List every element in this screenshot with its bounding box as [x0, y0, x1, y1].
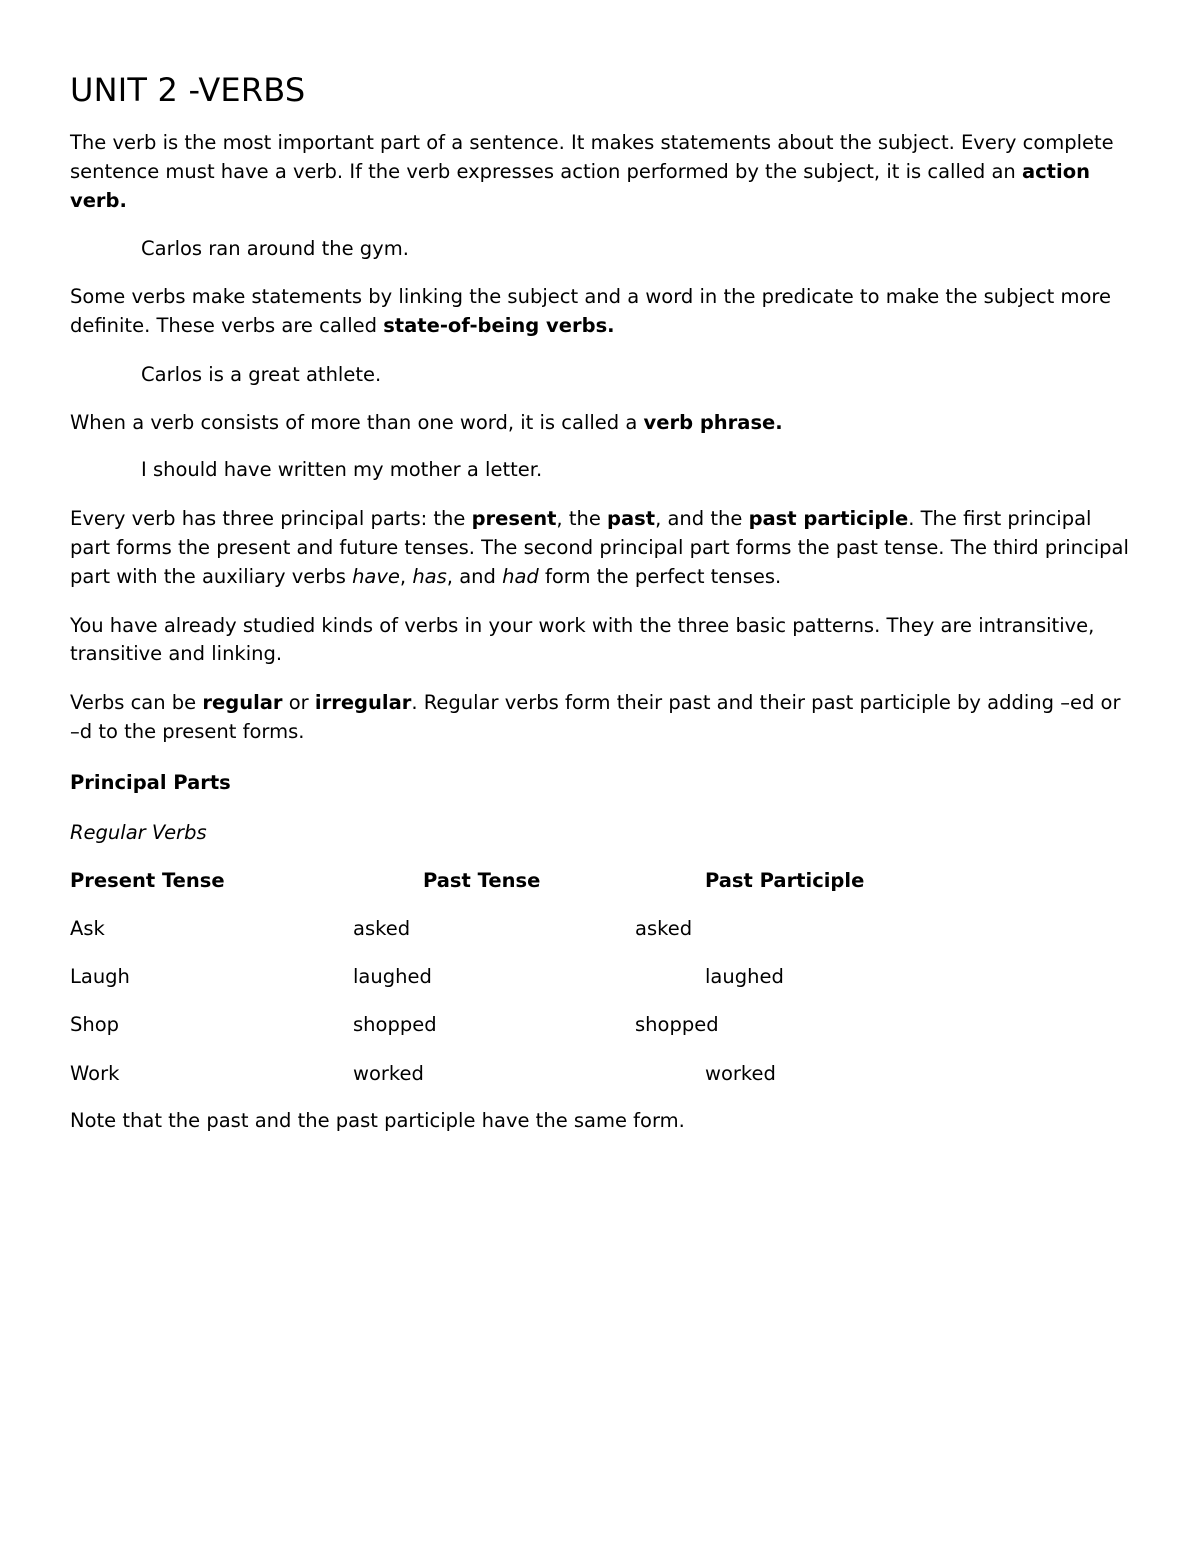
subheading-text: Regular Verbs: [70, 820, 207, 844]
text-run: Every verb has three principal parts: the: [70, 507, 472, 531]
table-header-past: Past Tense: [423, 869, 541, 893]
table-header-present: Present Tense: [70, 869, 225, 893]
paragraph-text: Some verbs make statements by linking the subject and a word in the predicate to make the subject more definite. These verbs are called: [70, 285, 1112, 337]
paragraph-state-of-being: [70, 283, 1130, 341]
term-past: past: [607, 507, 656, 531]
table-cell: laughed: [353, 965, 432, 989]
text-run: ,: [399, 564, 413, 588]
table-cell: asked: [635, 917, 693, 941]
table-cell: Shop: [70, 1013, 120, 1037]
text-run: , and: [446, 564, 503, 588]
paragraph-text: When a verb consists of more than one word, it is called a: [70, 410, 644, 434]
table-cell: worked: [705, 1062, 776, 1086]
term-has: has: [412, 564, 447, 588]
closing-note: Note that the past and the past participle have the same form.: [70, 1109, 685, 1133]
document-page: [70, 70, 1130, 1136]
example-sentence-3: I should have written my mother a letter.: [141, 458, 543, 482]
term-verb-phrase: verb phrase.: [643, 410, 783, 434]
term-have: have: [352, 564, 400, 588]
term-present: present: [471, 507, 557, 531]
example-sentence-1: Carlos ran around the gym.: [141, 237, 409, 261]
principal-parts-table: [70, 867, 1130, 1087]
text-run: , the: [556, 507, 608, 531]
table-cell: Ask: [70, 917, 105, 941]
section-heading-text: Principal Parts: [70, 770, 231, 794]
table-cell: worked: [353, 1062, 424, 1086]
paragraph-verb-phrase: [70, 409, 1130, 438]
paragraph-verb-patterns: You have already studied kinds of verbs in your work with the three basic patterns. They are intransitive, transitive and linking.: [70, 613, 1095, 666]
table-cell: laughed: [705, 965, 784, 989]
term-state-of-being-verbs: state-of-being verbs.: [383, 313, 615, 337]
paragraph-regular-irregular: [70, 689, 1130, 747]
term-had: had: [502, 564, 539, 588]
text-run: . The first principal part forms the present and future tenses. The second principal part forms the past tense. The third principal part with the auxiliary verbs: [70, 507, 1129, 588]
term-past-participle: past participle: [748, 507, 909, 531]
table-cell: shopped: [353, 1013, 437, 1037]
paragraph-text: The verb is the most important part of a sentence. It makes statements about the subject. Every complete sentence must have a verb. If the verb expresses action performed by the subject, it is called an: [70, 131, 1114, 183]
table-cell: Laugh: [70, 965, 130, 989]
term-irregular: irregular: [314, 691, 412, 715]
text-run: Verbs can be: [70, 691, 203, 715]
term-regular: regular: [202, 691, 283, 715]
term-action-verb: action verb.: [70, 159, 1090, 212]
paragraph-action-verb: [70, 129, 1130, 215]
example-sentence-2: Carlos is a great athlete.: [141, 362, 382, 386]
text-run: . Regular verbs form their past and their past participle by adding –ed or –d to the present forms.: [70, 691, 1121, 743]
table-cell: asked: [353, 917, 411, 941]
table-cell: Work: [70, 1062, 120, 1086]
text-run: form the perfect tenses.: [538, 564, 782, 588]
table-header-past-participle: Past Participle: [705, 869, 865, 893]
section-heading: [70, 769, 1130, 798]
text-run: , and the: [655, 507, 749, 531]
table-cell: shopped: [635, 1013, 719, 1037]
paragraph-principal-parts: [70, 505, 1130, 591]
subheading: [70, 819, 1130, 848]
page-title: UNIT 2 -VERBS: [70, 71, 306, 109]
text-run: or: [282, 691, 315, 715]
